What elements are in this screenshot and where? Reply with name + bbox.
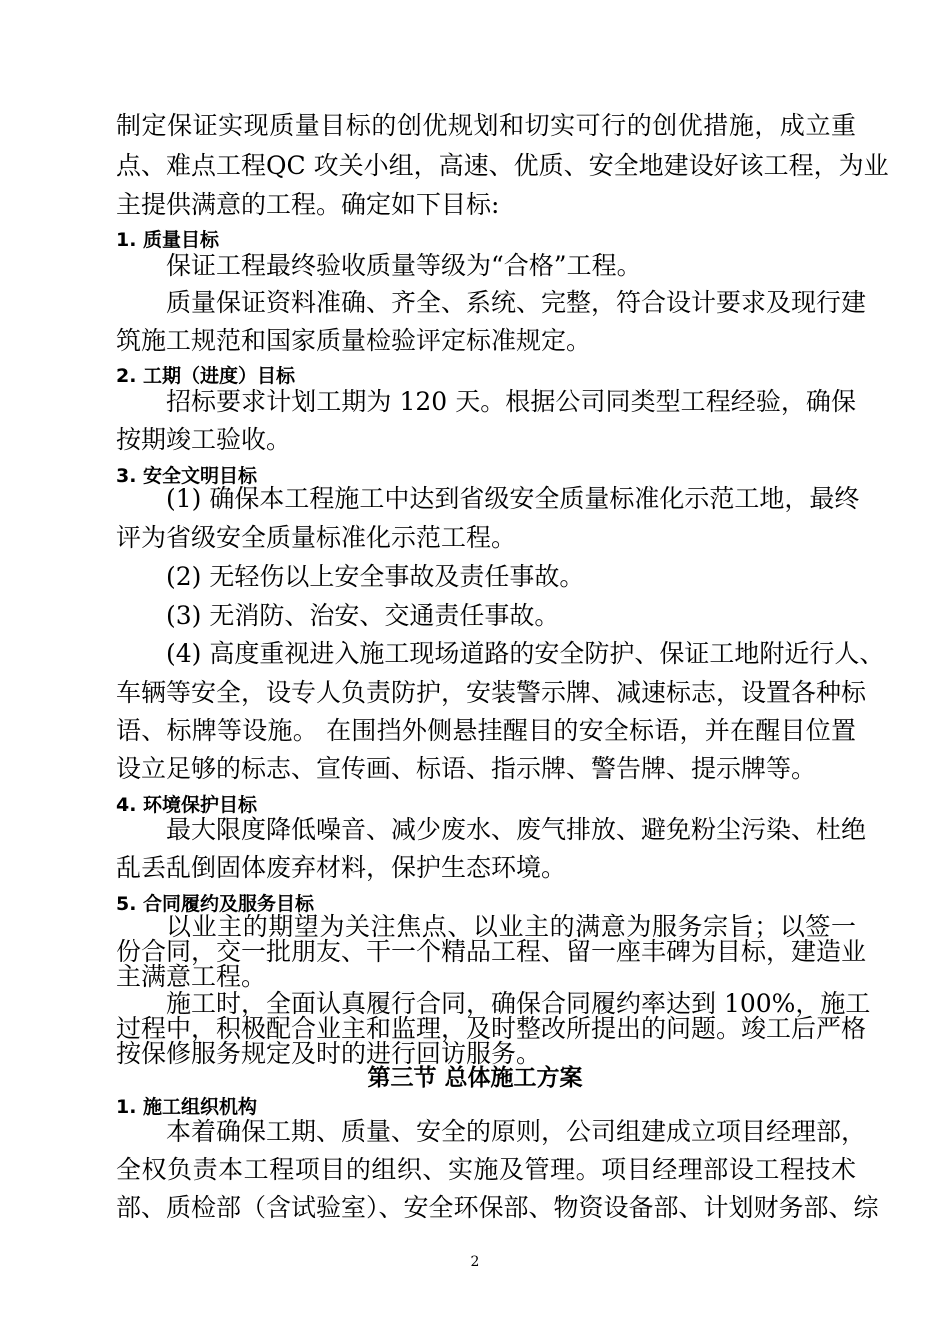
quality-paragraph: 质量保证资料准确、齐全、系统、完整，符合设计要求及现行建 xyxy=(166,288,867,317)
organization-paragraph: 全权负责本工程项目的组织、实施及管理。项目经理部设工程技术 xyxy=(116,1155,856,1184)
page-number: 2 xyxy=(470,1254,480,1270)
intro-line: 点、难点工程QC 攻关小组，高速、优质、安全地建设好该工程，为业 xyxy=(116,151,889,180)
contract-heading: 5. 合同履约及服务目标 xyxy=(116,893,315,915)
safety-heading: 3. 安全文明目标 xyxy=(116,465,258,487)
contract-paragraph: 过程中，积极配合业主和监理，及时整改所提出的问题。竣工后严格 xyxy=(116,1014,867,1043)
contract-paragraph: 按保修服务规定及时的进行回访服务。 xyxy=(116,1039,542,1068)
contract-paragraph: 份合同，交一批朋友、干一个精品工程、留一座丰碑为目标，建造业 xyxy=(116,937,867,966)
organization-heading: 1. 施工组织机构 xyxy=(116,1096,258,1118)
contract-paragraph: 主满意工程。 xyxy=(116,962,267,991)
schedule-heading: 2. 工期（进度）目标 xyxy=(116,365,296,387)
safety-item: (2) 无轻伤以上安全事故及责任事故。 xyxy=(166,562,585,591)
schedule-paragraph: 招标要求计划工期为 120 天。根据公司同类型工程经验，确保 xyxy=(166,387,856,416)
safety-item: (4) 高度重视进入施工现场道路的安全防护、保证工地附近行人、 xyxy=(166,639,885,668)
safety-item: (3) 无消防、治安、交通责任事故。 xyxy=(166,601,560,630)
intro-line: 主提供满意的工程。确定如下目标: xyxy=(116,190,500,219)
safety-item: 车辆等安全，设专人负责防护，安装警示牌、减速标志，设置各种标 xyxy=(116,678,867,707)
intro-line: 制定保证实现质量目标的创优规划和切实可行的创优措施，成立重 xyxy=(116,111,856,140)
contract-paragraph: 以业主的期望为关注焦点、以业主的满意为服务宗旨；以签一 xyxy=(166,912,856,941)
organization-paragraph: 本着确保工期、质量、安全的原则，公司组建成立项目经理部， xyxy=(166,1117,867,1146)
environment-paragraph: 最大限度降低噪音、减少废水、废气排放、避免粉尘污染、杜绝 xyxy=(166,815,867,844)
safety-item: 设立足够的标志、宣传画、标语、指示牌、警告牌、提示牌等。 xyxy=(116,754,817,783)
safety-item: 语、标牌等设施。 在围挡外侧悬挂醒目的安全标语，并在醒目位置 xyxy=(116,716,856,745)
organization-paragraph: 部、质检部（含试验室）、安全环保部、物资设备部、计划财务部、综 xyxy=(116,1193,879,1222)
environment-paragraph: 乱丢乱倒固体废弃材料，保护生态环境。 xyxy=(116,853,567,882)
safety-item: 评为省级安全质量标准化示范工程。 xyxy=(116,523,517,552)
schedule-paragraph: 按期竣工验收。 xyxy=(116,425,292,454)
contract-paragraph: 施工时，全面认真履行合同，确保合同履约率达到 100%，施工 xyxy=(166,989,871,1018)
quality-paragraph: 筑施工规范和国家质量检验评定标准规定。 xyxy=(116,326,592,355)
safety-item: (1) 确保本工程施工中达到省级安全质量标准化示范工地，最终 xyxy=(166,484,860,513)
environment-heading: 4. 环境保护目标 xyxy=(116,794,258,816)
quality-paragraph: 保证工程最终验收质量等级为“合格”工程。 xyxy=(166,251,642,280)
quality-heading: 1. 质量目标 xyxy=(116,229,220,251)
section-title: 第三节 总体施工方案 xyxy=(367,1065,583,1091)
